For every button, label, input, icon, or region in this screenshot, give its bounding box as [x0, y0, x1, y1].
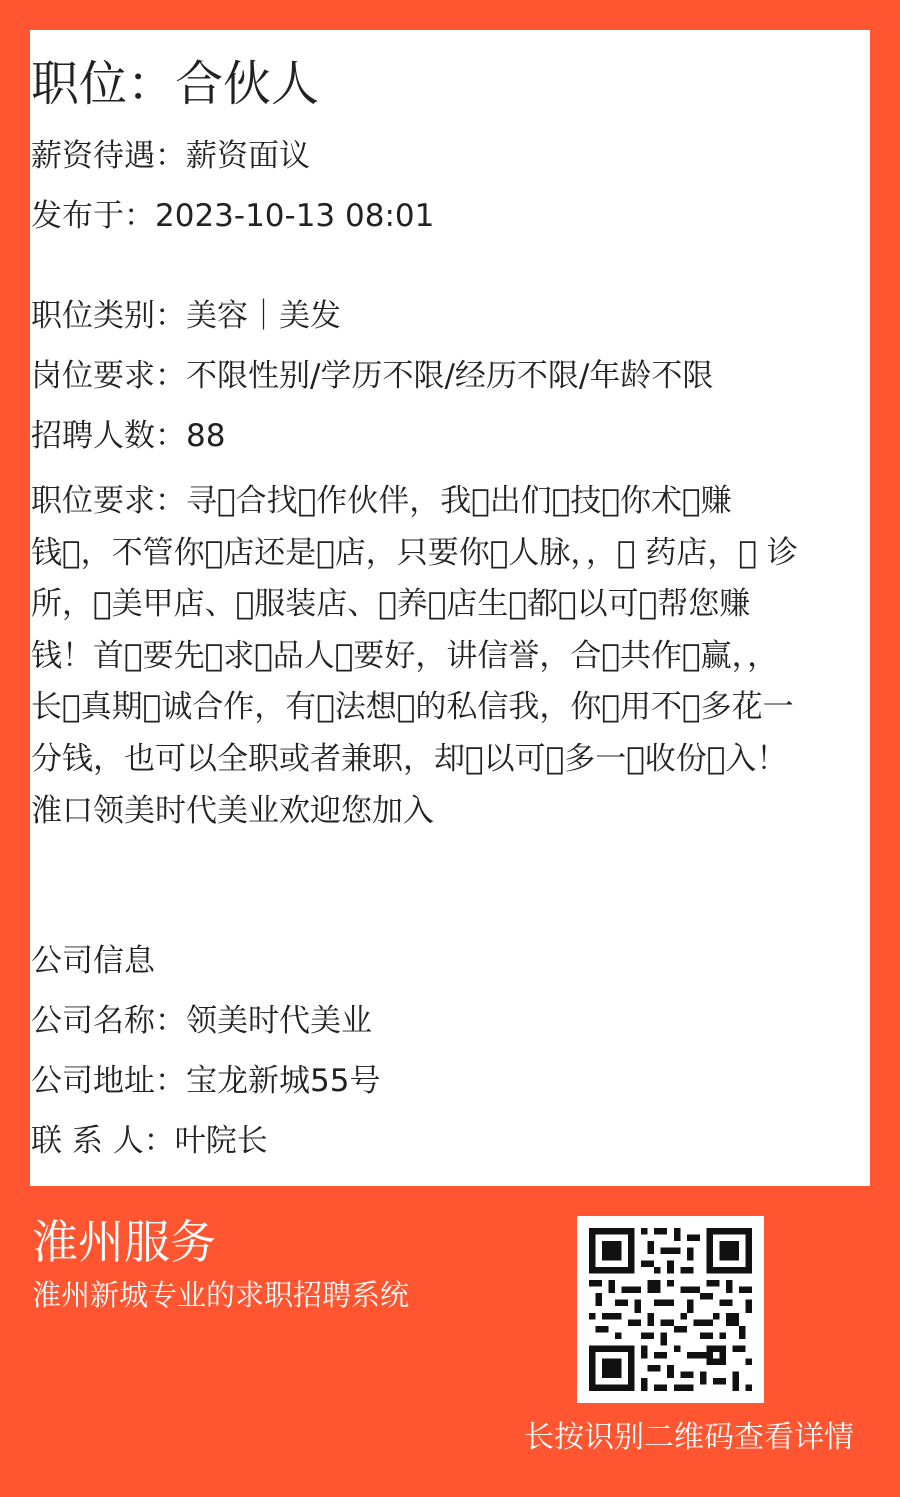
company-name: 公司名称：领美时代美业: [31, 1003, 372, 1039]
brand-tagline: 淮州新城专业的求职招聘系统: [32, 1278, 410, 1312]
salary-line: 薪资待遇：薪资面议: [31, 138, 310, 174]
company-section-title: 公司信息: [31, 943, 155, 979]
published-line: 发布于：2023-10-13 08:01: [31, 198, 435, 234]
qr-hint: 长按识别二维码查看详情: [524, 1420, 854, 1455]
category-line: 职位类别：美容｜美发: [31, 298, 341, 334]
brand-name: 淮州服务: [32, 1215, 216, 1269]
qr-code[interactable]: [577, 1216, 764, 1403]
qr-code-icon: [589, 1228, 752, 1391]
company-address: 公司地址：宝龙新城55号: [31, 1063, 381, 1099]
job-description: 职位要求：寻 合找 作伙伴，我 出们 技 你术 赚钱 ，不管你 店还是 店，只要你 人脉，，  药店，  诊所， 美甲店、 服装店、 养 店生 都 以可 帮您赚钱！首 要先 求 品人 要好，讲信誉，合 共作 赢，，长 真期 诚合作，有 法想 的私信我，你 用不 多花一分钱，也可以全职或者兼职，却 以可 多一 收份 入！淮口领美时代美业欢迎您加入: [31, 483, 798, 829]
job-title: 职位：合伙人: [31, 56, 320, 112]
contact-person: 联 系 人：叶院长: [31, 1123, 268, 1159]
headcount-line: 招聘人数：88: [31, 418, 226, 454]
requirements-line: 岗位要求：不限性别/学历不限/经历不限/年龄不限: [31, 358, 714, 394]
